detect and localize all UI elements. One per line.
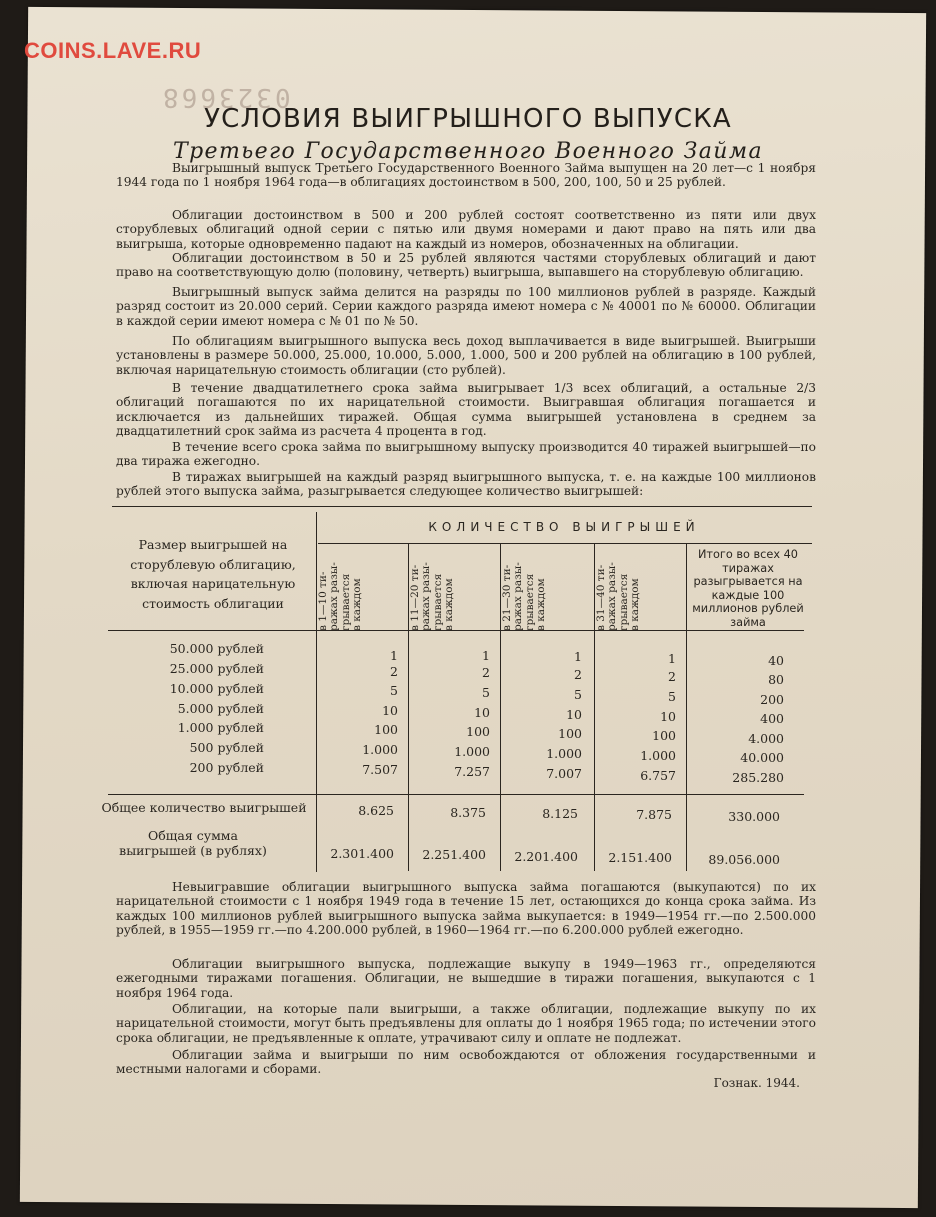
total-amount-label: Общая сумма выигрышей (в рублях) — [119, 828, 267, 858]
period-header-3-text: в 21—30 ти- ражах разы- грывается в каждом — [501, 562, 548, 631]
total-header: Итого во всех 40 тиражах разыгрывается на каждые 100 миллионов рублей займа — [692, 548, 804, 629]
table-cell: 100 — [374, 722, 398, 737]
table-cell: 7.875 — [636, 807, 672, 822]
paragraph-prize-amounts: По облигациям выигрышного выпуска весь доход выплачивается в виде выигрышей. Выигрыши установлены в размере 50.000, 25.000, 10.000, 5.000, 1.000, 500 и 200 рублей на облигацию в 100 рублей, включая нарицательную стоимость облигации (сто рублей). — [116, 334, 816, 377]
paragraph-tax-exemption: Облигации займа и выигрыши по ним освобождаются от обложения государственными и местными налогами и сборами. — [116, 1048, 816, 1077]
table-cell: 1.000 — [640, 748, 676, 763]
table-cell: 7.507 — [362, 762, 398, 777]
table-cell: 2.201.400 — [514, 849, 578, 864]
table-cell: 10 — [566, 707, 582, 722]
prize-size-label: 25.000 рублей — [169, 661, 264, 676]
table-cell: 1.000 — [454, 744, 490, 759]
serial-number-overprint: 0323668 — [160, 82, 291, 112]
prize-count-group-header: КОЛИЧЕСТВО ВЫИГРЫШЕЙ — [428, 520, 700, 534]
paragraph-draw-count: В течение всего срока займа по выигрышному выпуску производится 40 тиражей выигрышей—по два тиража ежегодно. — [116, 440, 816, 469]
table-cell: 6.757 — [640, 768, 676, 783]
table-cell: 2 — [574, 667, 582, 682]
paragraph-denominations: Облигации достоинством в 500 и 200 рублей состоят соответственно из пяти или двух сторублевых облигаций одной серии с пятью или двумя номерами и дают право на пять или два выигрыша, которые одновременно падают на каждый из номеров, обозначенных на облигации. — [116, 208, 816, 251]
paragraph-fractional-bonds: Облигации достоинством в 50 и 25 рублей являются частями сторублевых облигаций и дают право на соответствующую долю (половину, четверть) выигрыша, выпавшего на сторублевую облигацию. — [116, 251, 816, 280]
prize-size-label: 200 рублей — [189, 760, 264, 775]
paragraph-redemption: Невыигравшие облигации выигрышного выпуска займа погашаются (выкупаются) по их нарицательной стоимости с 1 ноября 1949 года в течение 15 лет, остающихся до конца срока займа. Из каждых 100 миллионов рублей выигрышного выпуска займа выкупается: в 1949—1954 гг.—по 2.500.000 рублей, в 1955—1959 гг.—по 4.200.000 рублей, в 1960—1964 гг.—по 6.200.000 рублей ежегодно. — [116, 880, 816, 938]
table-cell: 1 — [390, 648, 398, 663]
table-cell: 5 — [390, 683, 398, 698]
prize-size-label: 50.000 рублей — [169, 641, 264, 656]
table-cell: 40 — [768, 653, 784, 668]
table-cell: 5 — [574, 687, 582, 702]
table-cell: 8.125 — [542, 806, 578, 821]
site-watermark: COINS.LAVE.RU — [24, 38, 202, 63]
table-cell: 2 — [390, 664, 398, 679]
table-cell: 10 — [382, 703, 398, 718]
printer-imprint: Гознак. 1944. — [713, 1076, 800, 1090]
table-cell: 89.056.000 — [708, 852, 780, 867]
table-cell: 330.000 — [728, 809, 780, 824]
table-cell: 1 — [482, 648, 490, 663]
paragraph-redemption-draws: Облигации выигрышного выпуска, подлежащие выкупу в 1949—1963 гг., определяются ежегодными тиражами погашения. Облигации, не вышедшие в тиражи погашения, выкупаются с 1 ноября 1964 года. — [116, 957, 816, 1000]
prize-size-label: 1.000 рублей — [177, 720, 264, 735]
paragraph-table-intro: В тиражах выигрышей на каждый разряд выигрышного выпуска, т. е. на каждые 100 миллионов рублей этого выпуска займа, разыгрывается следующее количество выигрышей: — [116, 470, 816, 499]
prize-size-label: 5.000 рублей — [177, 701, 264, 716]
table-cell: 2 — [482, 665, 490, 680]
table-cell: 2.301.400 — [330, 846, 394, 861]
total-count-label: Общее количество выигрышей — [101, 800, 307, 815]
table-cell: 400 — [760, 711, 784, 726]
table-cell: 100 — [466, 724, 490, 739]
prize-size-label: 500 рублей — [189, 740, 264, 755]
table-cell: 285.280 — [732, 770, 784, 785]
table-cell: 8.625 — [358, 803, 394, 818]
period-header-2-text: в 11—20 ти- ражах разы- грывается в каждом — [409, 562, 456, 631]
paragraph-categories: Выигрышный выпуск займа делится на разряды по 100 миллионов рублей в разряде. Каждый разряд состоит из 20.000 серий. Серии каждого разряда имеют номера с № 40001 по № 60000. Облигации в каждой серии имеют номера с № 01 по № 50. — [116, 285, 816, 328]
table-cell: 40.000 — [740, 750, 784, 765]
prize-size-label: 10.000 рублей — [169, 681, 264, 696]
paragraph-payment-deadline: Облигации, на которые пали выигрыши, а также облигации, подлежащие выкупу по их нарицательной стоимости, могут быть предъявлены для оплаты до 1 ноября 1965 года; по истечении этого срока облигации, не предъявленные к оплате, утрачивают силу и оплате не подлежат. — [116, 1002, 816, 1045]
table-cell: 1.000 — [362, 742, 398, 757]
table-cell: 2.251.400 — [422, 847, 486, 862]
document-subtitle: Третьего Государственного Военного Займа — [173, 139, 763, 164]
table-cell: 200 — [760, 692, 784, 707]
table-cell: 1 — [574, 649, 582, 664]
table-cell: 1 — [668, 651, 676, 666]
period-header-1-text: в 1—10 ти- ражах разы- грывается в каждом — [317, 562, 364, 631]
table-cell: 1.000 — [546, 746, 582, 761]
table-cell: 2 — [668, 669, 676, 684]
paragraph-issue-terms: Выигрышный выпуск Третьего Государственного Военного Займа выпущен на 20 лет—с 1 ноября 1944 года по 1 ноября 1964 года—в облигациях достоинством в 500, 200, 100, 50 и 25 рублей. — [116, 161, 816, 190]
table-cell: 80 — [768, 672, 784, 687]
table-cell: 10 — [474, 705, 490, 720]
period-header-4-text: в 31—40 ти- ражах разы- грывается в каждом — [595, 562, 642, 631]
table-cell: 7.257 — [454, 764, 490, 779]
table-cell: 10 — [660, 709, 676, 724]
table-cell: 7.007 — [546, 766, 582, 781]
prize-size-header: Размер выигрышей на сторублевую облигацию, включая нарицательную стоимость облигации — [130, 537, 296, 611]
table-cell: 100 — [558, 726, 582, 741]
paragraph-winning-share: В течение двадцатилетнего срока займа выигрывает 1/3 всех облигаций, а остальные 2/3 облигаций погашаются по их нарицательной стоимости. Выигравшая облигация погашается и исключается из дальнейших тиражей. Общая сумма выигрышей установлена в среднем за двадцатилетний срок займа из расчета 4 процента в год. — [116, 381, 816, 439]
table-cell: 100 — [652, 728, 676, 743]
table-cell: 8.375 — [450, 805, 486, 820]
table-cell: 2.151.400 — [608, 850, 672, 865]
table-cell: 5 — [668, 689, 676, 704]
table-cell: 4.000 — [748, 731, 784, 746]
table-cell: 5 — [482, 685, 490, 700]
document-title: УСЛОВИЯ ВЫИГРЫШНОГО ВЫПУСКА — [204, 104, 732, 134]
